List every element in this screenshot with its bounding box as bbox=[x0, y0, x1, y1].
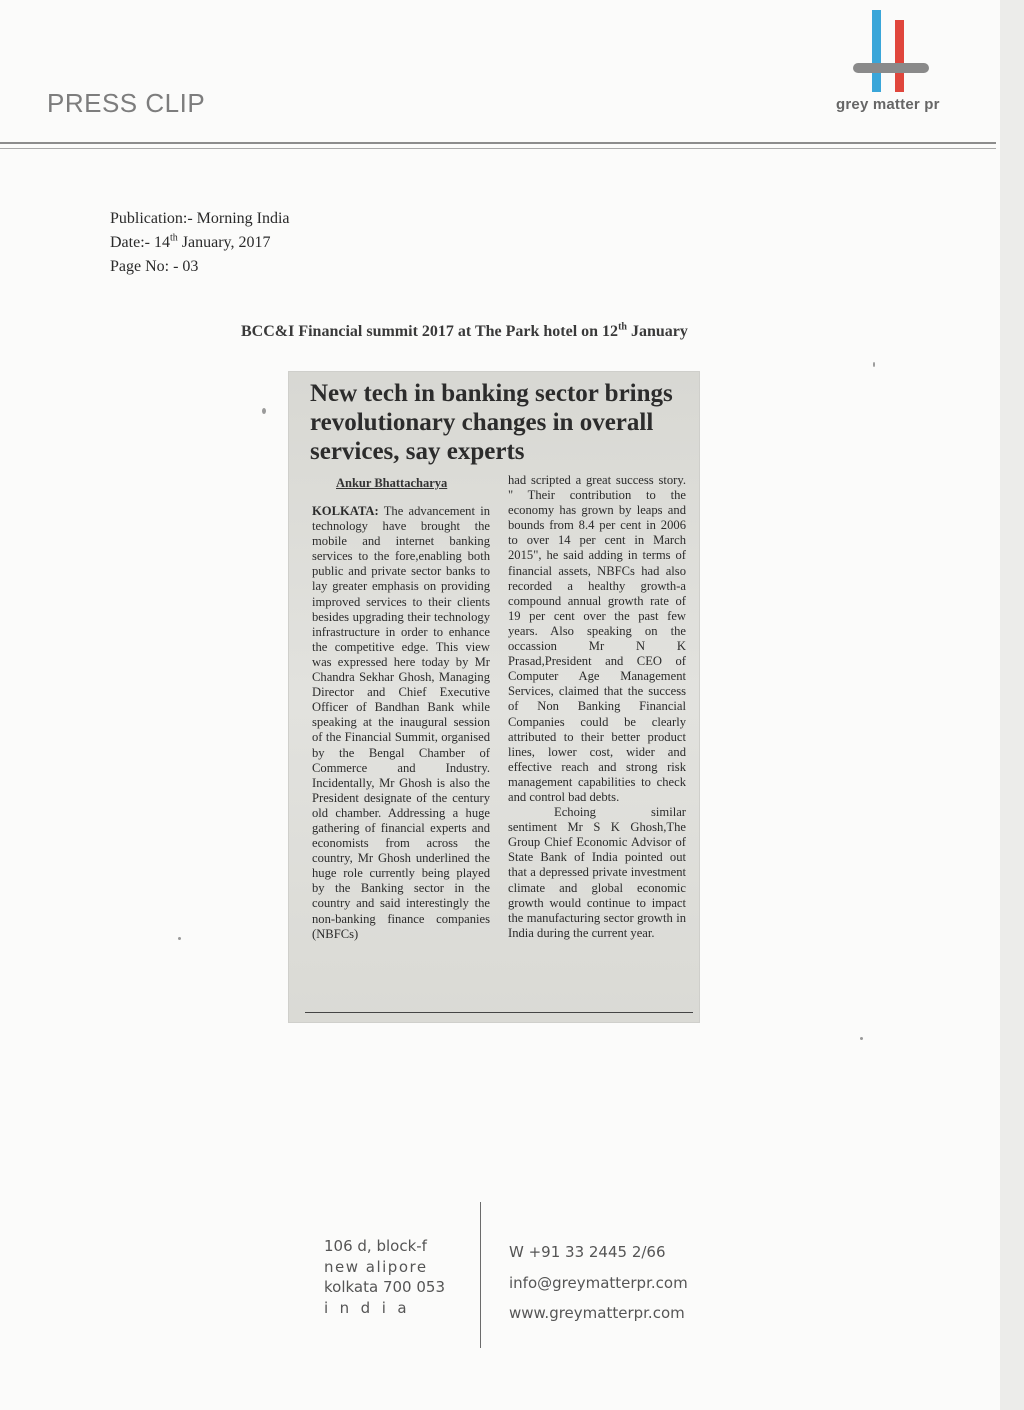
date-prefix: Date:- 14 bbox=[110, 234, 170, 251]
date-suffix: th bbox=[169, 232, 178, 244]
paper-speck bbox=[860, 1037, 863, 1040]
publication-meta bbox=[110, 207, 290, 279]
article-column-1 bbox=[312, 504, 490, 942]
newspaper-clipping bbox=[289, 372, 699, 1022]
article-column-2 bbox=[508, 473, 686, 941]
footer-email[interactable]: info@greymatterpr.com bbox=[509, 1273, 688, 1292]
page-line: Page No: - 03 bbox=[110, 258, 199, 275]
article-column-2-para-2: Echoing similar sentiment Mr S K Ghosh,The Group Chief Economic Advisor of State Bank of India pointed out that a depressed private investment climate and global economic growth would continue to impact the manufacturing sector growth in India during the current year. bbox=[508, 805, 686, 940]
article-column-1-text: The advancement in technology have brought the mobile and internet banking services to the fore,enabling both public and private sector banks to lay greater emphasis on providing improved services to their clients besides upgrading their technology infrastructure in order to enhance the competitive edge. This view was expressed here today by Mr Chandra Sekhar Ghosh, Managing Director and Chief Executive Officer of Bandhan Bank while speaking at the inaugural session of the Financial Summit, organised by the Bengal Chamber of Commerce and Industry. Incidentally, Mr Ghosh is also the President designate of the century old chamber. Addressing a huge gathering of financial experts and economists from across the country, Mr Ghosh underlined the huge role currently being played by the Banking sector in the country and said interestingly the non-banking finance companies (NBFCs) bbox=[312, 504, 490, 941]
article-byline: Ankur Bhattacharya bbox=[336, 476, 448, 490]
date-rest: January, 2017 bbox=[177, 234, 271, 251]
clipping-bottom-rule bbox=[305, 1012, 693, 1013]
event-title-rest: January bbox=[626, 323, 688, 340]
paper-speck bbox=[178, 937, 181, 940]
header-rule-thin bbox=[0, 148, 996, 149]
logo-red-bar bbox=[895, 20, 904, 92]
address-line-1: 106 d, block-f bbox=[324, 1237, 427, 1255]
logo-grey-bar bbox=[853, 63, 929, 73]
footer-divider bbox=[480, 1202, 481, 1348]
section-label: PRESS CLIP bbox=[47, 88, 206, 118]
logo-blue-bar bbox=[872, 10, 881, 92]
footer-contact bbox=[509, 1237, 688, 1329]
page-edge bbox=[1000, 0, 1024, 1410]
event-title-prefix: BCC&I Financial summit 2017 at The Park hotel on 12 bbox=[241, 323, 619, 340]
paper-speck bbox=[262, 408, 266, 414]
date-line bbox=[110, 231, 290, 255]
publication-line: Publication:- Morning India bbox=[110, 210, 290, 227]
footer-website[interactable]: www.greymatterpr.com bbox=[509, 1304, 685, 1322]
article-column-2-para-1: had scripted a great success story. " Their contribution to the economy has grown by leaps and bounds from 8.4 per cent in 2006 to over 14 per cent in March 2015", he said adding in terms of financial assets, NBFCs had also recorded a healthy growth-a compound annual growth rate of 19 per cent over the past few years. Also speaking on the occassion Mr N K Prasad,President and CEO of Computer Age Management Services, claimed that the success of Non Banking Financial Companies could be clearly attributed to their better product lines, lower cost, wider and effective reach and strong risk management capabilities to check and control bad debts. bbox=[508, 473, 686, 804]
footer-address bbox=[324, 1236, 445, 1318]
address-line-4: india bbox=[324, 1298, 419, 1317]
address-line-2: new alipore bbox=[324, 1257, 428, 1276]
paper-speck bbox=[873, 362, 875, 367]
address-line-3: kolkata 700 053 bbox=[324, 1278, 445, 1296]
article-headline: New tech in banking sector brings revolutionary changes in overall services, say experts bbox=[310, 380, 673, 465]
logo-text: grey matter pr bbox=[836, 96, 940, 113]
event-title bbox=[241, 323, 688, 341]
article-dateline: KOLKATA: bbox=[312, 504, 379, 518]
footer-phone: W +91 33 2445 2/66 bbox=[509, 1243, 666, 1261]
header-rule bbox=[0, 142, 996, 144]
event-title-suffix: th bbox=[618, 321, 627, 333]
